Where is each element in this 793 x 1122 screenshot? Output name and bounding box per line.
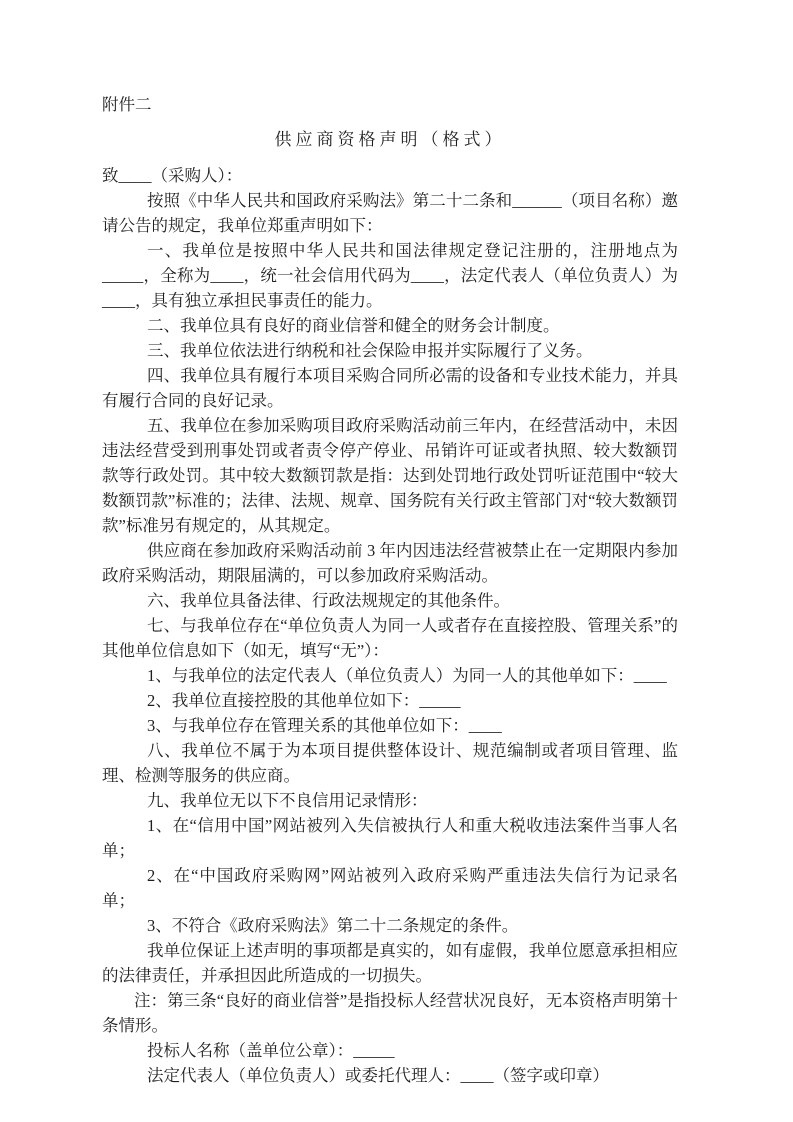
- clause-5-penalty: 五、我单位在参加采购项目政府采购活动前三年内，在经营活动中，未因违法经营受到刑事处罚或者责令停产停业、吊销许可证或者执照、较大数额罚款等行政处罚。其中较大数额罚款是指：达到处罚地行政处罚听证范围中“较大数额罚款”标准的；法律、法规、规章、国务院有关行政主管部门对“较大数额罚款”标准另有规定的，从其规定。: [102, 416, 678, 535]
- clause-1-registration: 一、我单位是按照中华人民共和国法律规定登记注册的，注册地点为_____，全称为____，统一社会信用代码为____，法定代表人（单位负责人）为____，具有独立承担民事责任的能力。: [102, 241, 678, 310]
- bidder-name-line: 投标人名称（盖单位公章）：_____: [147, 1041, 395, 1060]
- clause-7-item-2: 2、我单位直接控股的其他单位如下：_____: [147, 691, 461, 710]
- clause-9-item-2: 2、在“中国政府采购网”网站被列入政府采购严重违法失信行为记录名单；: [102, 866, 678, 910]
- clause-5-supplement: 供应商在参加政府采购活动前 3 年内因违法经营被禁止在一定期限内参加政府采购活动，期限届满的，可以参加政府采购活动。: [102, 541, 678, 585]
- clause-9-credit-records: 九、我单位无以下不良信用记录情形：: [147, 791, 428, 810]
- legal-representative-signature-line: 法定代表人（单位负责人）或委托代理人：____（签字或印章）: [147, 1066, 609, 1085]
- document-title: 供应商资格声明（格式）: [274, 130, 506, 149]
- clause-2-business-credit: 二、我单位具有良好的商业信誉和健全的财务会计制度。: [147, 316, 560, 335]
- clause-6-other-conditions: 六、我单位具备法律、行政法规规定的其他条件。: [147, 591, 510, 610]
- clause-3-tax-social-insurance: 三、我单位依法进行纳税和社会保险申报并实际履行了义务。: [147, 341, 593, 360]
- guarantee-paragraph: 我单位保证上述声明的事项都是真实的，如有虚假，我单位愿意承担相应的法律责任，并承担因此所造成的一切损失。: [102, 941, 678, 985]
- intro-paragraph: 按照《中华人民共和国政府采购法》第二十二条和______（项目名称）邀请公告的规定，我单位郑重声明如下：: [102, 191, 678, 235]
- clause-4-capability: 四、我单位具有履行本项目采购合同所必需的设备和专业技术能力，并具有履行合同的良好记录。: [102, 366, 678, 410]
- note-paragraph: 注：第三条“良好的商业信誉”是指投标人经营状况良好，无本资格声明第十条情形。: [102, 991, 678, 1035]
- clause-7-related-units: 七、与我单位存在“单位负责人为同一人或者存在直接控股、管理关系”的其他单位信息如下（如无，填写“无”）：: [102, 616, 678, 660]
- attachment-label: 附件二: [102, 95, 152, 114]
- clause-9-item-3: 3、不符合《政府采购法》第二十二条规定的条件。: [147, 916, 519, 935]
- salutation-line: 致____（采购人）：: [102, 166, 243, 185]
- clause-8-service-exclusion: 八、我单位不属于为本项目提供整体设计、规范编制或者项目管理、监理、检测等服务的供应商。: [102, 741, 678, 785]
- clause-7-item-3: 3、与我单位存在管理关系的其他单位如下：____: [147, 716, 502, 735]
- clause-7-item-1: 1、与我单位的法定代表人（单位负责人）为同一人的其他单如下：____: [147, 666, 667, 685]
- clause-9-item-1: 1、在“信用中国”网站被列入失信被执行人和重大税收违法案件当事人名单；: [102, 816, 678, 860]
